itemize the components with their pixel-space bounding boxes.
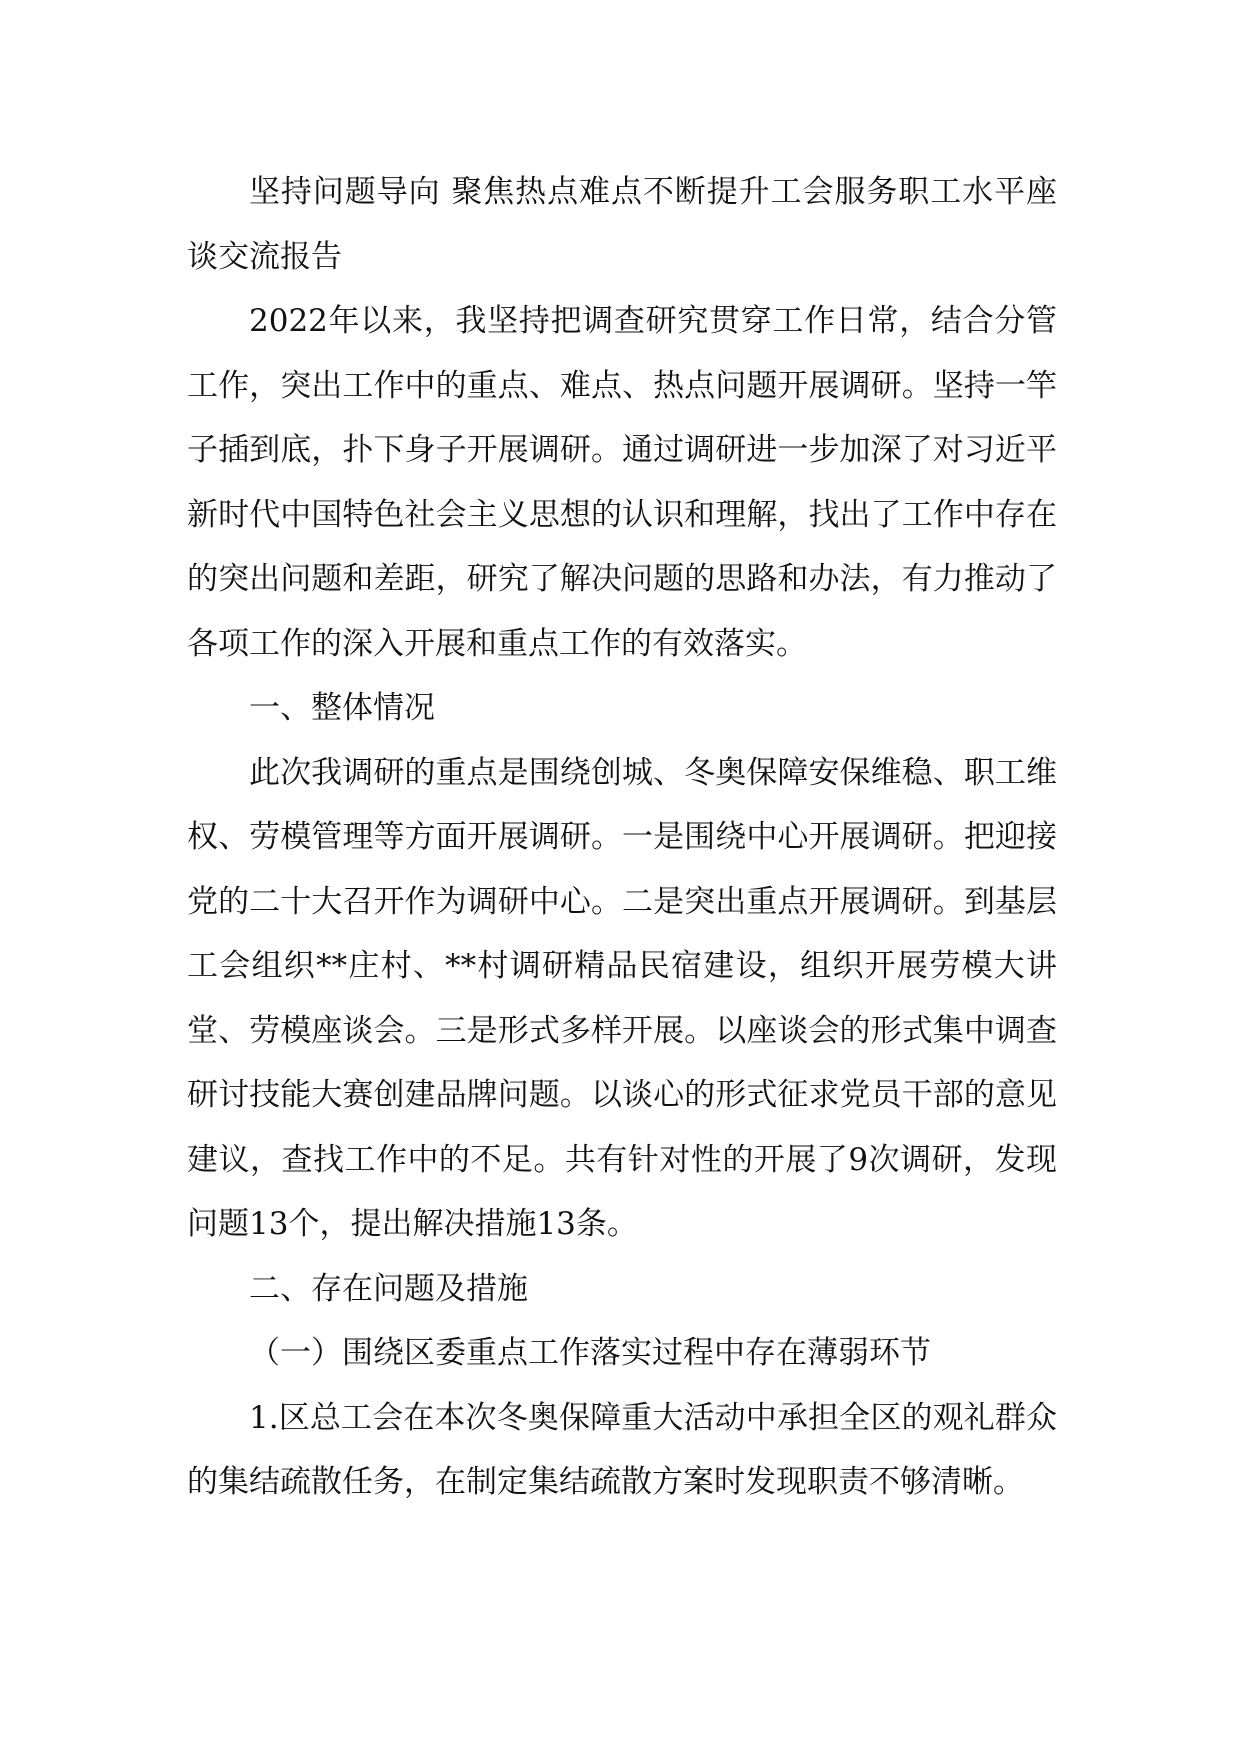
paragraph-item-1: 1.区总工会在本次冬奥保障重大活动中承担全区的观礼群众的集结疏散任务，在制定集结疏散方案时发现职责不够清晰。 xyxy=(187,1399,1057,1500)
document-title: 坚持问题导向 聚焦热点难点不断提升工会服务职工水平座谈交流报告 xyxy=(187,174,1057,275)
paragraph-intro: 2022年以来，我坚持把调查研究贯穿工作日常，结合分管工作，突出工作中的重点、难点、热点问题开展调研。坚持一竿子插到底，扑下身子开展调研。通过调研进一步加深了对习近平新时代中国特色社会主义思想的认识和理解，找出了工作中存在的突出问题和差距，研究了解决问题的思路和办法，有力推动了各项工作的深入开展和重点工作的有效落实。 xyxy=(187,303,1057,662)
section-heading-problems: 二、存在问题及措施 xyxy=(249,1270,528,1307)
document-page xyxy=(187,160,1057,1515)
subsection-heading-1: （一）围绕区委重点工作落实过程中存在薄弱环节 xyxy=(249,1335,931,1371)
paragraph-overview: 此次我调研的重点是围绕创城、冬奥保障安保维稳、职工维权、劳模管理等方面开展调研。一是围绕中心开展调研。把迎接党的二十大召开作为调研中心。二是突出重点开展调研。到基层工会组织**庄村、**村调研精品民宿建设，组织开展劳模大讲堂、劳模座谈会。三是形式多样开展。以座谈会的形式集中调查研讨技能大赛创建品牌问题。以谈心的形式征求党员干部的意见建议，查找工作中的不足。共有针对性的开展了9次调研，发现问题13个，提出解决措施13条。 xyxy=(187,754,1057,1242)
section-heading-overview: 一、整体情况 xyxy=(249,690,435,726)
